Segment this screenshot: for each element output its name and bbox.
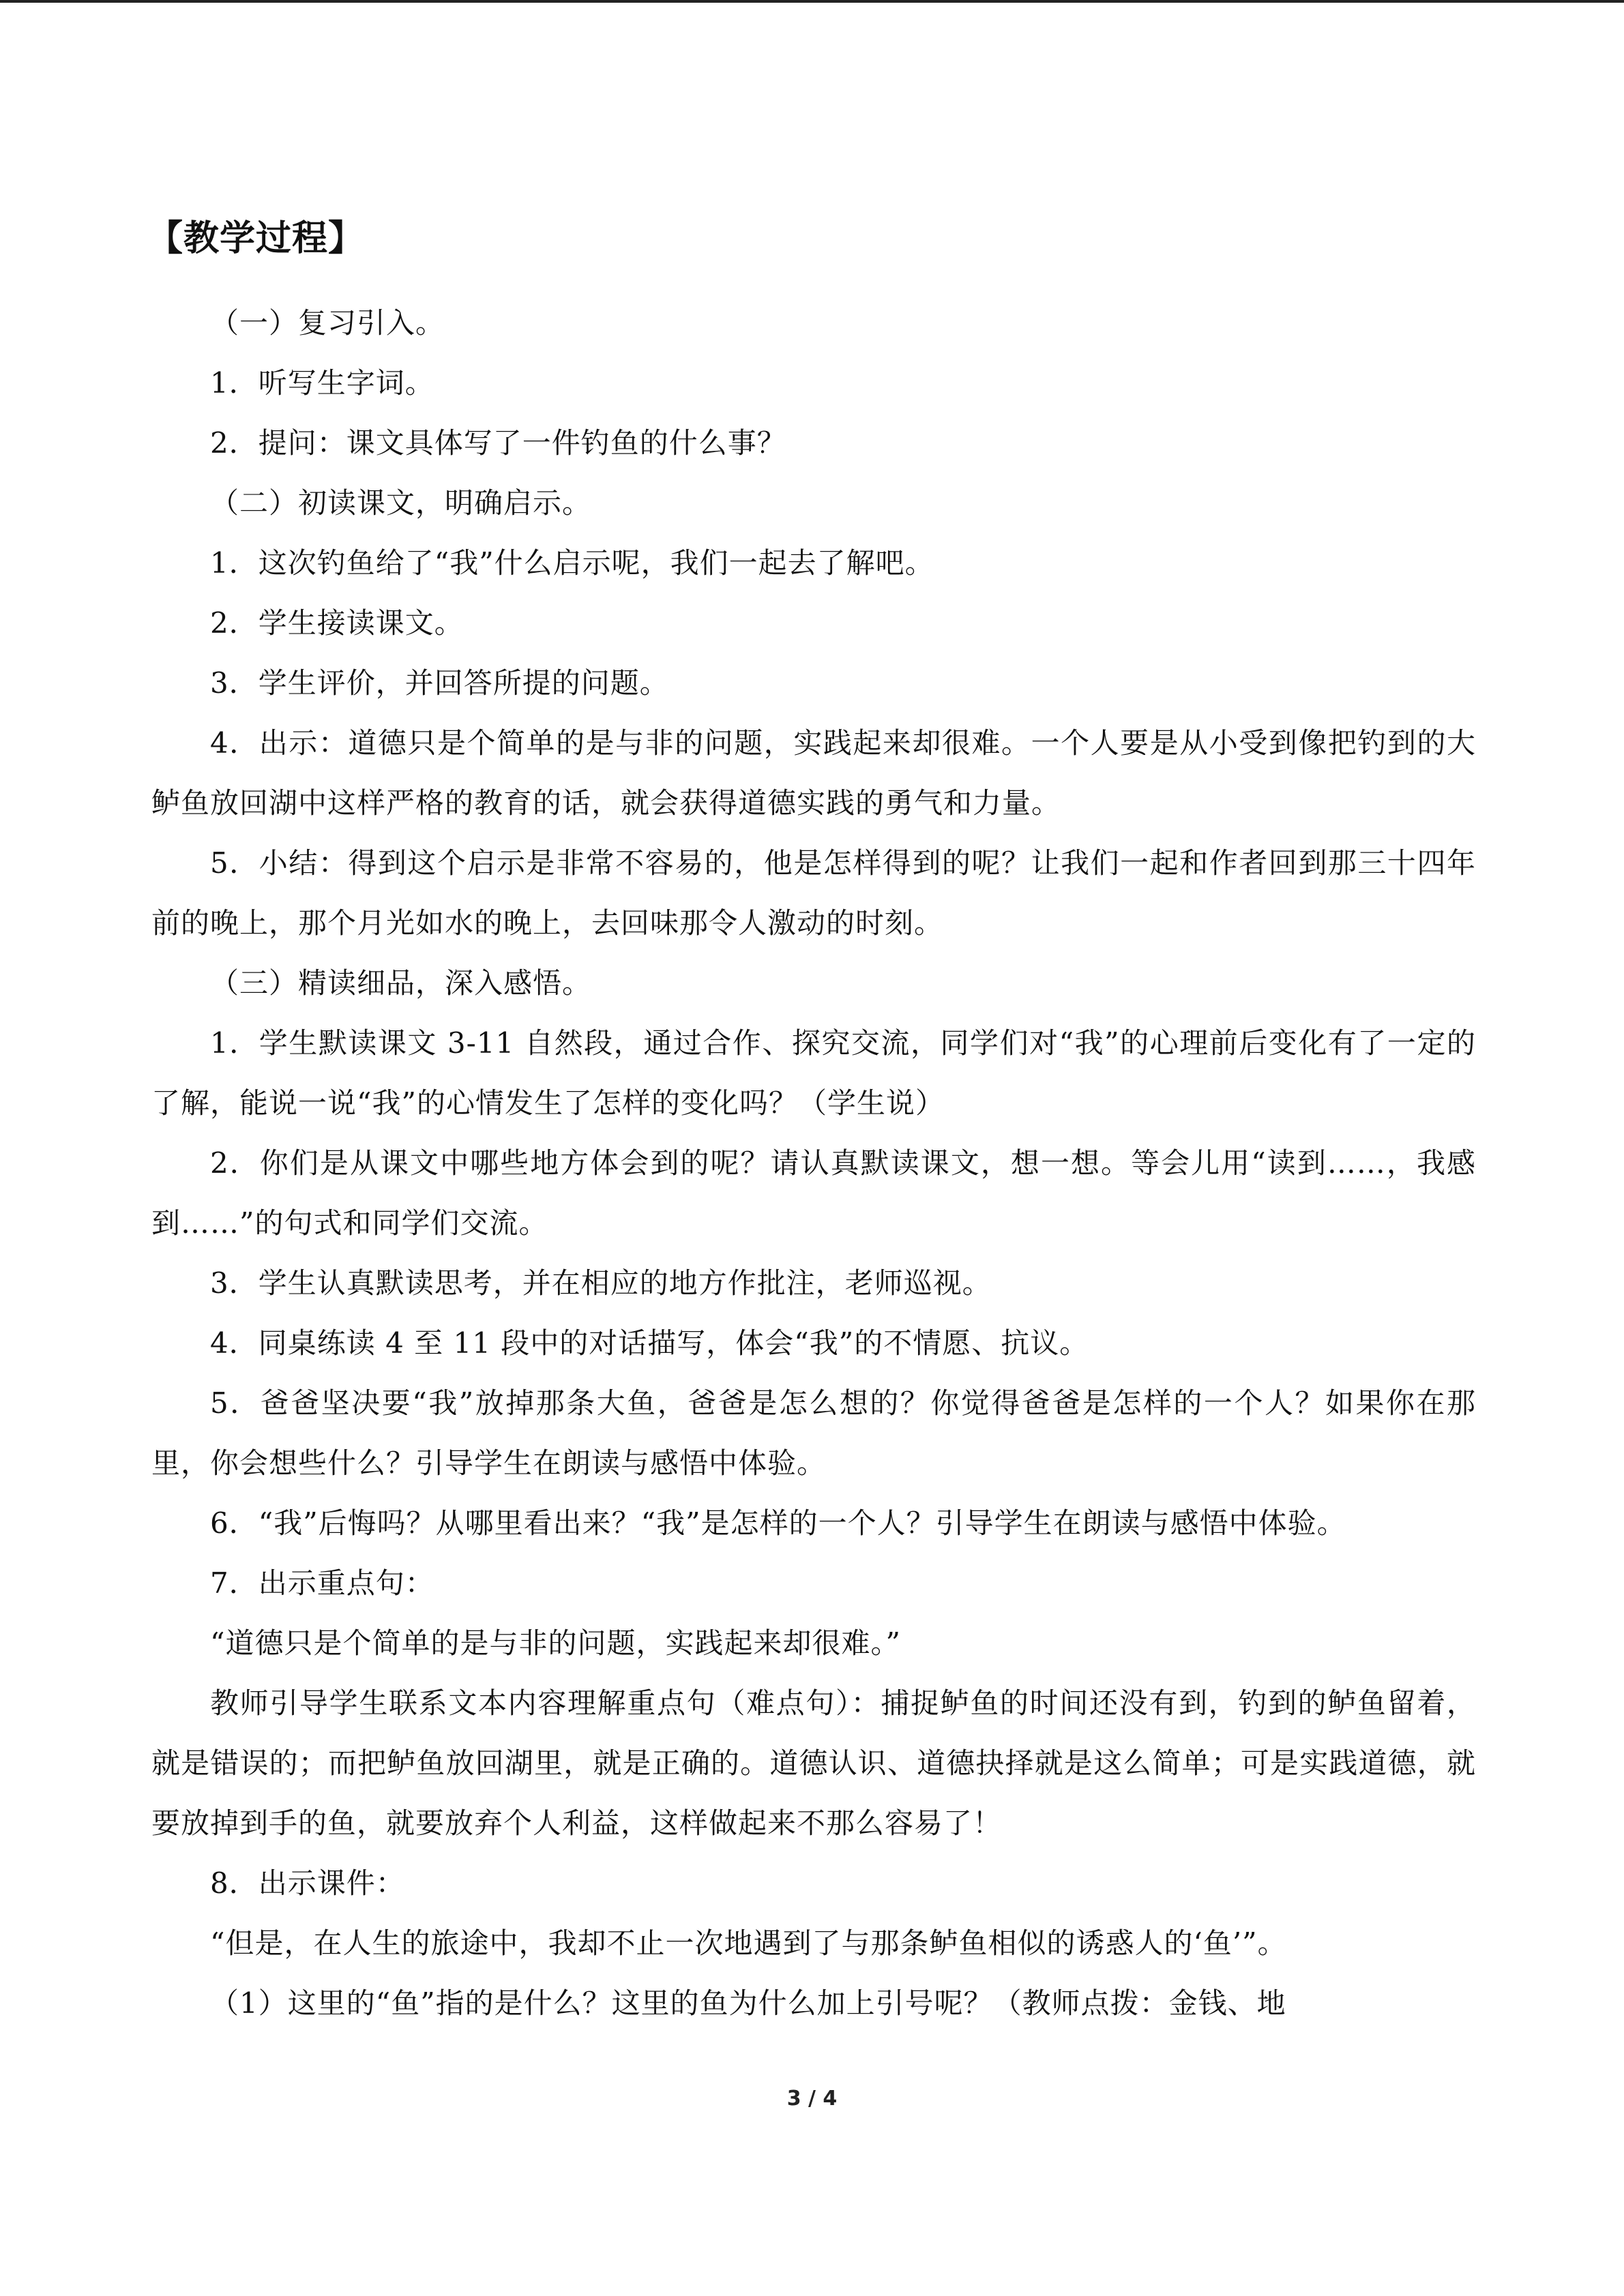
paragraph: 1．听写生字词。 — [210, 366, 434, 400]
paragraph: 2．提问：课文具体写了一件钓鱼的什么事？ — [210, 426, 786, 460]
paragraph: 5．小结：得到这个启示是非常不容易的，他是怎样得到的呢？让我们一起和作者回到那三十四年前的晚上，那个月光如水的晚上，去回味那令人激动的时刻。 — [151, 846, 1476, 940]
paragraph: 3．学生评价，并回答所提的问题。 — [210, 666, 669, 700]
paragraph: 7．出示重点句： — [210, 1566, 434, 1600]
paragraph: 6．“我”后悔吗？从哪里看出来？“我”是怎样的一个人？引导学生在朗读与感悟中体验。 — [210, 1506, 1346, 1540]
paragraph: 1．学生默读课文 3-11 自然段，通过合作、探究交流，同学们对“我”的心理前后变化有了一定的了解，能说一说“我”的心情发生了怎样的变化吗？（学生说） — [151, 1026, 1476, 1120]
paragraph: 2．你们是从课文中哪些地方体会到的呢？请认真默读课文，想一想。等会儿用“读到……，我感到……”的句式和同学们交流。 — [151, 1146, 1476, 1240]
paragraph: 8．出示课件： — [210, 1866, 405, 1900]
paragraph: （二）初读课文，明确启示。 — [210, 486, 592, 520]
paragraph: 教师引导学生联系文本内容理解重点句（难点句）：捕捉鲈鱼的时间还没有到，钓到的鲈鱼留着，就是错误的；而把鲈鱼放回湖里，就是正确的。道德认识、道德抉择就是这么简单；可是实践道德，就要放掉到手的鱼，就要放弃个人利益，这样做起来不那么容易了！ — [151, 1686, 1476, 1840]
paragraph: 3．学生认真默读思考，并在相应的地方作批注，老师巡视。 — [210, 1266, 992, 1300]
paragraph: 2．学生接读课文。 — [210, 606, 464, 640]
page-number: 3 / 4 — [786, 2087, 838, 2111]
key-sentence-quote: “道德只是个简单的是与非的问题，实践起来却很难。” — [210, 1626, 901, 1660]
paragraph: 1．这次钓鱼给了“我”什么启示呢，我们一起去了解吧。 — [210, 546, 934, 580]
paragraph: 4．出示：道德只是个简单的是与非的问题，实践起来却很难。一个人要是从小受到像把钓到的大鲈鱼放回湖中这样严格的教育的话，就会获得道德实践的勇气和力量。 — [151, 726, 1476, 820]
paragraph: 5．爸爸坚决要“我”放掉那条大鱼，爸爸是怎么想的？你觉得爸爸是怎样的一个人？如果你在那里，你会想些什么？引导学生在朗读与感悟中体验。 — [151, 1386, 1476, 1480]
paragraph: （三）精读细品，深入感悟。 — [210, 966, 592, 1000]
courseware-quote: “但是，在人生的旅途中，我却不止一次地遇到了与那条鲈鱼相似的诱惑人的‘鱼’”。 — [210, 1926, 1287, 1960]
paragraph: （一）复习引入。 — [210, 306, 445, 340]
paragraph: （1）这里的“鱼”指的是什么？这里的鱼为什么加上引号呢？（教师点拨：金钱、地 — [210, 1986, 1286, 2020]
paragraph: 4．同桌练读 4 至 11 段中的对话描写，体会“我”的不情愿、抗议。 — [210, 1326, 1089, 1360]
document-page — [147, 205, 1476, 2033]
top-border-line — [0, 0, 1624, 3]
section-heading: 【教学过程】 — [147, 218, 365, 259]
